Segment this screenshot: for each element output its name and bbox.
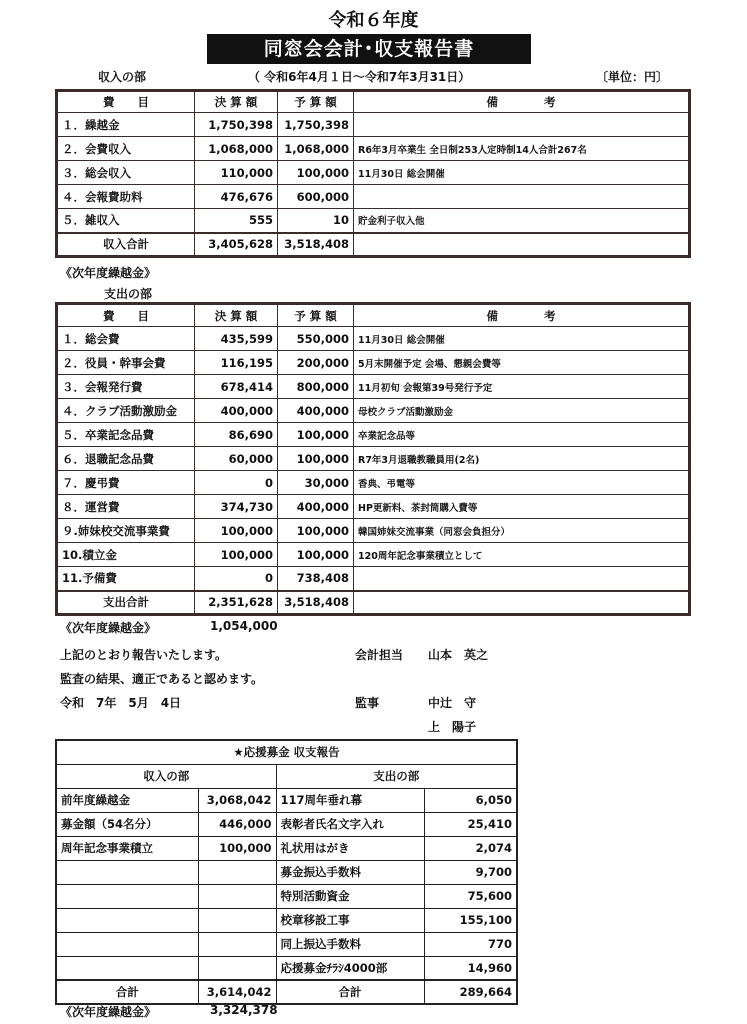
fund-total-in: 3,614,042 — [198, 980, 276, 1004]
header-item: 費 目 — [57, 304, 195, 327]
fund-in-value — [198, 932, 276, 956]
expense-table — [55, 302, 691, 616]
row-note: 5月末開催予定 会場、懇親会費等 — [354, 351, 690, 375]
fund-out-label: 表彰者氏名文字入れ — [276, 812, 424, 836]
table-row — [57, 423, 690, 447]
fund-header-row — [56, 764, 517, 788]
table-row — [56, 812, 517, 836]
row-actual: 374,730 — [195, 495, 278, 519]
row-item: ５．雑収入 — [57, 209, 195, 233]
report-date: 令和 7年 5月 4日 — [60, 696, 182, 710]
row-item: ５．卒業記念品費 — [57, 423, 195, 447]
fund-out-value: 6,050 — [424, 788, 517, 812]
fund-in-label: 周年記念事業積立 — [56, 836, 198, 860]
row-actual: 435,599 — [195, 327, 278, 351]
row-budget: 30,000 — [278, 471, 354, 495]
fund-out-value: 9,700 — [424, 860, 517, 884]
fund-expense-header: 支出の部 — [276, 764, 517, 788]
table-row — [56, 932, 517, 956]
fund-in-value: 100,000 — [198, 836, 276, 860]
fund-out-value: 770 — [424, 932, 517, 956]
header-actual: 決 算 額 — [195, 304, 278, 327]
fund-in-value: 446,000 — [198, 812, 276, 836]
row-item: 10.積立金 — [57, 543, 195, 567]
fund-out-label: 117周年垂れ幕 — [276, 788, 424, 812]
income-header-row — [57, 91, 690, 113]
row-note — [354, 113, 690, 137]
row-note: 11月初旬 会報第39号発行予定 — [354, 375, 690, 399]
expense-section-label: 支出の部 — [104, 287, 153, 301]
income-carry-label: 《次年度繰越金》 — [60, 266, 157, 280]
fund-total-out-label: 合計 — [276, 980, 424, 1004]
row-budget: 100,000 — [278, 161, 354, 185]
table-row — [57, 327, 690, 351]
row-budget: 400,000 — [278, 495, 354, 519]
row-actual: 110,000 — [195, 161, 278, 185]
fund-in-value: 3,068,042 — [198, 788, 276, 812]
table-row — [56, 788, 517, 812]
header-note: 備 考 — [354, 91, 690, 113]
row-actual: 86,690 — [195, 423, 278, 447]
row-note: 貯金利子収入他 — [354, 209, 690, 233]
fund-out-value: 25,410 — [424, 812, 517, 836]
fund-table — [55, 739, 518, 1005]
income-total-row — [57, 233, 690, 257]
table-row — [57, 447, 690, 471]
fund-title-row — [56, 740, 517, 764]
header-note: 備 考 — [354, 304, 690, 327]
row-budget: 1,068,000 — [278, 137, 354, 161]
row-note: R7年3月退職教職員用(2名) — [354, 447, 690, 471]
total-budget: 3,518,408 — [278, 233, 354, 257]
row-actual: 400,000 — [195, 399, 278, 423]
row-actual: 100,000 — [195, 519, 278, 543]
fund-in-value — [198, 956, 276, 980]
fund-out-label: 同上振込手数料 — [276, 932, 424, 956]
row-item: ６．退職記念品費 — [57, 447, 195, 471]
fund-in-value — [198, 860, 276, 884]
fund-out-value: 155,100 — [424, 908, 517, 932]
period-label: （ 令和6年4月１日～令和7年3月31日） — [248, 70, 471, 84]
row-actual: 1,750,398 — [195, 113, 278, 137]
table-row — [56, 884, 517, 908]
table-row — [57, 399, 690, 423]
total-budget: 3,518,408 — [278, 591, 354, 615]
fund-out-label: 特別活動資金 — [276, 884, 424, 908]
table-row — [57, 161, 690, 185]
row-note: 母校クラブ活動激励金 — [354, 399, 690, 423]
header-budget: 予 算 額 — [278, 304, 354, 327]
header-actual: 決 算 額 — [195, 91, 278, 113]
table-row — [57, 543, 690, 567]
row-note: 卒業記念品等 — [354, 423, 690, 447]
row-budget: 738,408 — [278, 567, 354, 591]
fund-out-value: 2,074 — [424, 836, 517, 860]
row-item: ２．役員・幹事会費 — [57, 351, 195, 375]
table-row — [56, 956, 517, 980]
fund-in-value — [198, 908, 276, 932]
table-row — [56, 836, 517, 860]
expense-total-row — [57, 591, 690, 615]
row-budget: 800,000 — [278, 375, 354, 399]
row-item: ４．会報費助料 — [57, 185, 195, 209]
fund-in-label: 前年度繰越金 — [56, 788, 198, 812]
fund-in-label — [56, 908, 198, 932]
header-budget: 予 算 額 — [278, 91, 354, 113]
row-budget: 100,000 — [278, 447, 354, 471]
fund-title: ★応援募金 収支報告 — [56, 740, 517, 764]
income-section-label: 収入の部 — [98, 70, 147, 84]
table-row — [57, 209, 690, 233]
row-note: 120周年記念事業積立として — [354, 543, 690, 567]
row-item: ４．クラブ活動激励金 — [57, 399, 195, 423]
total-note — [354, 233, 690, 257]
fund-in-label — [56, 884, 198, 908]
row-actual: 678,414 — [195, 375, 278, 399]
accountant-name: 山本 英之 — [428, 648, 489, 662]
table-row — [57, 113, 690, 137]
row-note: 11月30日 総会開催 — [354, 161, 690, 185]
row-item: １．総会費 — [57, 327, 195, 351]
total-note — [354, 591, 690, 615]
expense-carry-label: 《次年度繰越金》 — [60, 621, 157, 635]
row-item: ３．総会収入 — [57, 161, 195, 185]
row-budget: 600,000 — [278, 185, 354, 209]
fund-income-header: 収入の部 — [56, 764, 276, 788]
fund-out-label: 礼状用はがき — [276, 836, 424, 860]
table-row — [57, 351, 690, 375]
fund-in-label — [56, 860, 198, 884]
document-title: 同窓会会計･収支報告書 — [207, 34, 531, 64]
row-budget: 200,000 — [278, 351, 354, 375]
fund-out-label: 募金振込手数料 — [276, 860, 424, 884]
row-item: ３．会報発行費 — [57, 375, 195, 399]
row-item: ９.姉妹校交流事業費 — [57, 519, 195, 543]
accountant-label: 会計担当 — [355, 648, 404, 662]
row-note — [354, 185, 690, 209]
table-row — [56, 860, 517, 884]
table-row — [56, 908, 517, 932]
row-note: 香典、弔電等 — [354, 471, 690, 495]
row-budget: 10 — [278, 209, 354, 233]
row-actual: 555 — [195, 209, 278, 233]
table-row — [57, 185, 690, 209]
row-note: HP更新料、茶封筒購入費等 — [354, 495, 690, 519]
report-line-1: 上記のとおり報告いたします。 — [60, 648, 228, 662]
row-budget: 100,000 — [278, 423, 354, 447]
row-actual: 100,000 — [195, 543, 278, 567]
total-item: 支出合計 — [57, 591, 195, 615]
table-row — [57, 519, 690, 543]
total-actual: 2,351,628 — [195, 591, 278, 615]
row-note: 11月30日 総会開催 — [354, 327, 690, 351]
fund-in-label — [56, 956, 198, 980]
auditor-name-1: 中辻 守 — [428, 696, 477, 710]
row-note — [354, 567, 690, 591]
row-item: ８．運営費 — [57, 495, 195, 519]
total-item: 収入合計 — [57, 233, 195, 257]
fund-carry-value: 3,324,378 — [210, 1003, 278, 1017]
row-note: R6年3月卒業生 全日制253人定時制14人合計267名 — [354, 137, 690, 161]
unit-label: 〔単位：円〕 — [596, 70, 669, 84]
header-item: 費 目 — [57, 91, 195, 113]
fund-total-out: 289,664 — [424, 980, 517, 1004]
row-actual: 116,195 — [195, 351, 278, 375]
table-row — [57, 471, 690, 495]
auditor-label: 監事 — [355, 696, 380, 710]
row-actual: 0 — [195, 471, 278, 495]
row-note: 韓国姉妹交流事業（同窓会負担分） — [354, 519, 690, 543]
row-actual: 476,676 — [195, 185, 278, 209]
fund-total-in-label: 合計 — [56, 980, 198, 1004]
table-row — [57, 375, 690, 399]
income-table — [55, 89, 691, 258]
report-line-2: 監査の結果、適正であると認めます。 — [60, 672, 264, 686]
row-actual: 1,068,000 — [195, 137, 278, 161]
era-title: 令和６年度 — [328, 10, 419, 31]
row-budget: 100,000 — [278, 543, 354, 567]
row-budget: 1,750,398 — [278, 113, 354, 137]
row-item: １．繰越金 — [57, 113, 195, 137]
expense-carry-value: 1,054,000 — [210, 619, 278, 633]
row-item: 11.予備費 — [57, 567, 195, 591]
row-actual: 0 — [195, 567, 278, 591]
table-row — [57, 495, 690, 519]
row-item: ２．会費収入 — [57, 137, 195, 161]
fund-out-label: 応援募金ﾁﾗｼ4000部 — [276, 956, 424, 980]
fund-out-label: 校章移設工事 — [276, 908, 424, 932]
fund-carry-label: 《次年度繰越金》 — [60, 1005, 157, 1019]
row-actual: 60,000 — [195, 447, 278, 471]
fund-out-value: 75,600 — [424, 884, 517, 908]
fund-in-value — [198, 884, 276, 908]
row-budget: 100,000 — [278, 519, 354, 543]
fund-in-label — [56, 932, 198, 956]
row-budget: 400,000 — [278, 399, 354, 423]
auditor-name-2: 上 陽子 — [428, 720, 477, 734]
row-item: ７．慶弔費 — [57, 471, 195, 495]
fund-total-row — [56, 980, 517, 1004]
table-row — [57, 567, 690, 591]
fund-out-value: 14,960 — [424, 956, 517, 980]
expense-header-row — [57, 304, 690, 327]
table-row — [57, 137, 690, 161]
row-budget: 550,000 — [278, 327, 354, 351]
fund-in-label: 募金額（54名分） — [56, 812, 198, 836]
total-actual: 3,405,628 — [195, 233, 278, 257]
